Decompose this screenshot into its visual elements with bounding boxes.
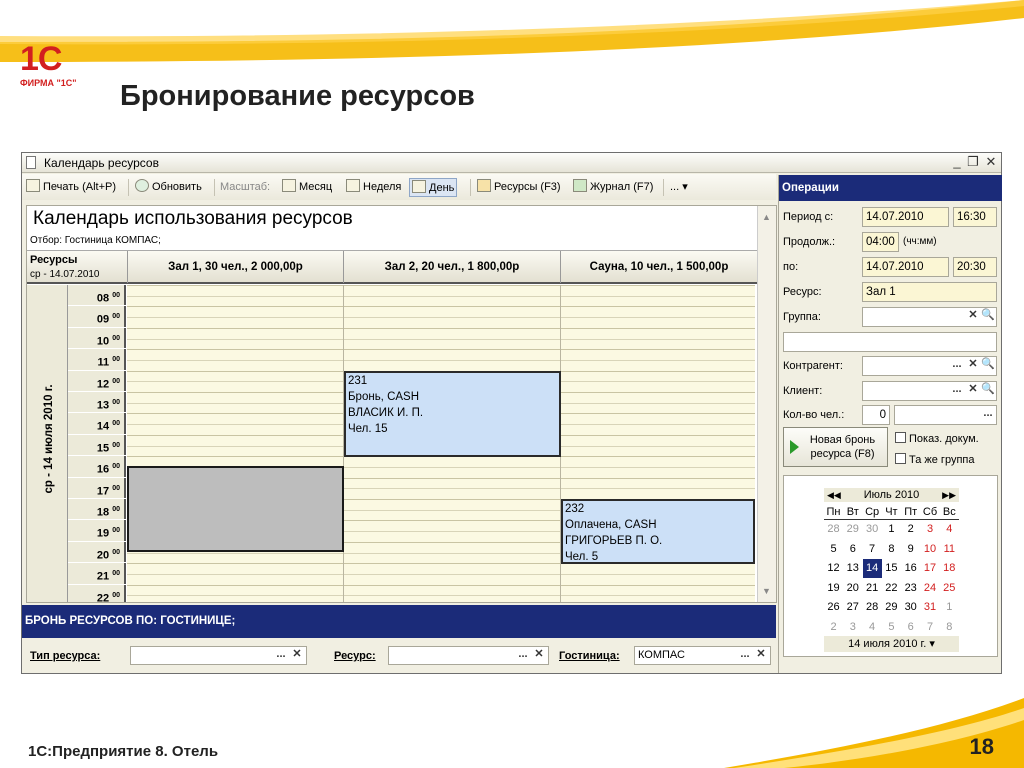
calendar-day[interactable]: 31 — [923, 601, 937, 613]
counterparty-clear-icon[interactable]: ✕ — [968, 358, 978, 370]
counterparty-select-button[interactable]: ... — [952, 358, 962, 370]
persons-field[interactable]: 0 — [862, 405, 890, 425]
calendar-day[interactable]: 3 — [849, 620, 856, 633]
weekday-row — [824, 506, 959, 520]
duration-label: Продолж.: — [783, 236, 836, 248]
column-hall-2[interactable]: Зал 2, 20 чел., 1 800,00р — [343, 251, 560, 283]
booking-line: ВЛАСИК И. П. — [348, 407, 424, 419]
hotel-label: Гостиница: — [559, 650, 620, 662]
journal-label: Журнал (F7) — [590, 181, 654, 193]
to-label: по: — [783, 261, 799, 273]
booking-line: ГРИГОРЬЕВ П. О. — [565, 535, 663, 547]
counterparty-field[interactable] — [862, 356, 997, 376]
header-date: ср - 14.07.2010 — [30, 269, 100, 280]
client-search-icon[interactable]: 🔍 — [981, 383, 995, 395]
calendar-day[interactable]: 15 — [885, 562, 898, 574]
calendar-day[interactable]: 18 — [943, 562, 956, 574]
client-label: Клиент: — [783, 385, 823, 397]
hour-label: 09 $^{00}$ — [68, 306, 126, 327]
booking-filter-bar: БРОНЬ РЕСУРСОВ ПО: ГОСТИНИЦЕ; — [22, 605, 776, 638]
calendar-day[interactable]: 12 — [827, 562, 840, 574]
calendar-day[interactable]: 4 — [946, 523, 953, 535]
booking-231[interactable] — [344, 371, 561, 457]
month-header — [824, 488, 959, 502]
booking-line: Оплачена, CASH — [565, 519, 657, 531]
hour-label: 15 $^{00}$ — [68, 435, 126, 456]
calendar-header — [27, 250, 757, 284]
hour-label: 17 $^{00}$ — [68, 478, 126, 499]
calendar-day[interactable]: 24 — [923, 581, 937, 594]
weekday-label: Вс — [942, 506, 956, 518]
booking-line: Бронь, CASH — [348, 391, 420, 403]
hotel-field[interactable] — [634, 646, 771, 665]
resource-clear-icon[interactable]: ✕ — [534, 648, 544, 660]
play-icon — [790, 440, 799, 454]
calendar-day[interactable]: 1 — [946, 601, 953, 613]
calendar-day[interactable]: 16 — [904, 562, 917, 574]
day-column — [27, 285, 68, 603]
resources-header: Ресурсы — [30, 254, 78, 266]
same-group-checkbox[interactable] — [895, 453, 974, 466]
month-title: Июль 2010 — [863, 489, 920, 501]
vertical-scrollbar[interactable] — [757, 206, 776, 603]
hour-label: 13 $^{00}$ — [68, 392, 126, 413]
booking-line: 231 — [348, 375, 368, 387]
today-selector[interactable]: 14 июля 2010 г. ▾ — [824, 636, 959, 652]
hour-label: 14 $^{00}$ — [68, 413, 126, 434]
toolbar — [22, 174, 776, 200]
calendar-day[interactable]: 10 — [923, 542, 937, 555]
refresh-button[interactable] — [133, 178, 204, 197]
month-view-button[interactable] — [280, 178, 334, 197]
calendar-day[interactable]: 26 — [827, 601, 840, 613]
prev-month-icon[interactable]: ◀◀ — [827, 490, 841, 500]
hour-label: 16 $^{00}$ — [68, 456, 126, 477]
hotel-select-button[interactable]: ... — [740, 648, 750, 660]
selected-time-range[interactable] — [127, 466, 344, 552]
calendar-day[interactable]: 30 — [904, 601, 917, 613]
hour-label: 11 $^{00}$ — [68, 349, 126, 370]
operations-panel — [778, 175, 1001, 673]
logo-firm: ФИРМА "1С" — [20, 78, 77, 88]
resources-icon — [477, 179, 491, 192]
counterparty-label: Контрагент: — [783, 360, 843, 372]
resource-select-button[interactable]: ... — [518, 648, 528, 660]
resource-field[interactable]: Зал 1 — [862, 282, 997, 302]
to-date-field[interactable]: 14.07.2010 — [862, 257, 949, 277]
calendar-day[interactable]: 7 — [869, 542, 876, 555]
column-sauna[interactable]: Сауна, 10 чел., 1 500,00р — [560, 251, 757, 283]
slide-title: Бронирование ресурсов — [120, 80, 475, 112]
calendar-day[interactable]: 19 — [827, 581, 840, 594]
resources-label: Ресурсы (F3) — [494, 181, 561, 193]
resource-calendar — [26, 205, 777, 603]
booking-line: 232 — [565, 503, 585, 515]
journal-button[interactable] — [571, 178, 655, 197]
close-button[interactable]: ✕ — [985, 154, 997, 169]
week-view-button[interactable] — [344, 178, 403, 197]
show-docs-checkbox[interactable] — [895, 432, 979, 445]
calendar-day[interactable]: 17 — [923, 562, 937, 574]
journal-icon — [573, 179, 587, 192]
calendar-day[interactable]: 8 — [888, 542, 895, 555]
maximize-button[interactable]: ❐ — [967, 154, 979, 169]
scroll-up-icon[interactable]: ▲ — [762, 212, 771, 222]
booking-line: Чел. 15 — [348, 423, 388, 435]
calendar-day[interactable]: 20 — [846, 581, 859, 594]
print-label: Печать (Alt+P) — [43, 181, 117, 193]
calendar-day[interactable]: 23 — [904, 581, 917, 594]
calendar-day-icon — [412, 180, 426, 193]
weekday-label: Сб — [922, 506, 938, 518]
period-date-field[interactable]: 14.07.2010 — [862, 207, 949, 227]
booking-grid[interactable] — [127, 285, 755, 603]
calendar-week-icon — [346, 179, 360, 192]
calendar-day[interactable]: 29 — [885, 601, 898, 613]
resources-button[interactable] — [475, 178, 563, 197]
document-icon — [26, 156, 36, 169]
resource-type-clear-icon[interactable]: ✕ — [292, 648, 302, 660]
persons-label: Кол-во чел.: — [783, 409, 845, 421]
calendar-day[interactable]: 5 — [830, 542, 837, 555]
calendar-day[interactable]: 7 — [926, 620, 934, 633]
booking-232[interactable] — [561, 499, 755, 564]
1c-logo — [20, 42, 96, 92]
show-docs-label: Показ. докум. — [909, 433, 979, 445]
calendar-day[interactable]: 21 — [865, 581, 879, 594]
calendar-day[interactable]: 2 — [830, 620, 837, 633]
refresh-label: Обновить — [152, 181, 202, 193]
new-booking-label: Новая бронь ресурса (F8) — [809, 434, 876, 460]
calendar-day[interactable]: 8 — [946, 620, 953, 633]
calendar-month-icon — [282, 179, 296, 192]
resource-calendar-window — [21, 152, 1002, 674]
group-description-field[interactable] — [783, 332, 997, 352]
hour-label: 18 $^{00}$ — [68, 499, 126, 520]
window-titlebar — [22, 153, 1001, 173]
calendar-day[interactable]: 28 — [827, 523, 840, 535]
slide-footer: 1С:Предприятие 8. Отель — [28, 743, 219, 760]
group-clear-icon[interactable]: ✕ — [968, 309, 978, 321]
column-hall-1[interactable]: Зал 1, 30 чел., 2 000,00р — [127, 251, 343, 283]
calendar-day[interactable]: 22 — [885, 581, 898, 594]
calendar-day[interactable]: 30 — [865, 523, 879, 535]
period-time-field[interactable]: 16:30 — [953, 207, 997, 227]
persons-select-button[interactable]: ... — [983, 407, 993, 419]
client-select-button[interactable]: ... — [952, 383, 962, 395]
hour-label: 19 $^{00}$ — [68, 520, 126, 541]
resource-type-field[interactable] — [130, 646, 307, 665]
scale-label: Масштаб: — [220, 181, 271, 193]
minimize-button[interactable]: _ — [953, 154, 961, 169]
resource-filter-label: Ресурс: — [334, 650, 376, 662]
weekday-label: Ср — [865, 506, 880, 518]
day-label: День — [429, 182, 455, 194]
booking-line: Чел. 5 — [565, 551, 599, 563]
operations-header: Операции — [779, 175, 1002, 201]
scroll-down-icon[interactable]: ▼ — [762, 586, 771, 596]
calendar-day[interactable]: 13 — [846, 562, 859, 574]
hotel-value: КОМПАС — [638, 649, 685, 661]
group-field[interactable] — [862, 307, 997, 327]
calendar-day[interactable]: 5 — [888, 620, 895, 633]
resource-label: Ресурс: — [783, 286, 822, 298]
calendar-title: Календарь использования ресурсов — [33, 208, 353, 229]
calendar-day[interactable]: 25 — [943, 581, 956, 594]
client-field[interactable] — [862, 381, 997, 401]
new-booking-button[interactable] — [783, 427, 888, 467]
calendar-day[interactable]: 1 — [888, 523, 895, 535]
filter-panel — [22, 639, 776, 673]
window-title: Календарь ресурсов — [44, 156, 159, 170]
hour-label: 22 $^{00}$ — [68, 585, 126, 603]
calendar-filter: Отбор: Гостиница КОМПАС; — [30, 235, 161, 246]
weekday-label: Вт — [846, 506, 859, 518]
resource-type-select-button[interactable]: ... — [276, 648, 286, 660]
calendar-day[interactable]: 29 — [846, 523, 859, 535]
period-label: Период с: — [783, 211, 834, 223]
calendar-day[interactable]: 11 — [943, 542, 955, 555]
calendar-day[interactable]: 9 — [907, 542, 914, 555]
calendar-day[interactable]: 14 — [863, 559, 882, 578]
print-button[interactable] — [24, 178, 118, 197]
page-number: 18 — [969, 734, 994, 759]
day-view-button[interactable] — [409, 178, 457, 197]
hour-scale — [68, 285, 126, 603]
hotel-clear-icon[interactable]: ✕ — [756, 648, 766, 660]
refresh-icon — [135, 179, 149, 192]
client-clear-icon[interactable]: ✕ — [968, 383, 978, 395]
calendar-day[interactable]: 6 — [907, 620, 914, 633]
persons-extra-field[interactable] — [894, 405, 997, 425]
to-time-field[interactable]: 20:30 — [953, 257, 997, 277]
mini-calendar — [783, 475, 998, 657]
weekday-label: Пт — [904, 506, 918, 518]
hour-label: 08 $^{00}$ — [68, 285, 126, 306]
printer-icon — [26, 179, 40, 192]
hour-label: 10 $^{00}$ — [68, 328, 126, 349]
calendar-day[interactable]: 27 — [846, 601, 859, 613]
duration-field[interactable]: 04:00 — [862, 232, 899, 252]
vertical-date: ср - 14 июля 2010 г. — [43, 384, 55, 494]
hour-label: 12 $^{00}$ — [68, 371, 126, 392]
group-label: Группа: — [783, 311, 821, 323]
counterparty-search-icon[interactable]: 🔍 — [981, 358, 995, 370]
duration-hint: (чч:мм) — [903, 236, 937, 247]
calendar-day[interactable]: 4 — [869, 620, 876, 633]
calendar-day[interactable]: 6 — [849, 542, 856, 555]
hour-label: 20 $^{00}$ — [68, 542, 126, 563]
calendar-day[interactable]: 2 — [907, 523, 914, 535]
month-label: Месяц — [299, 181, 333, 193]
next-month-icon[interactable]: ▶▶ — [942, 490, 956, 500]
group-search-icon[interactable]: 🔍 — [981, 309, 995, 321]
logo-mark: 1С — [20, 40, 62, 78]
same-group-label: Та же группа — [909, 454, 975, 466]
calendar-day[interactable]: 3 — [926, 523, 934, 535]
top-swoosh-decoration — [0, 0, 1024, 80]
calendar-day[interactable]: 28 — [865, 601, 879, 613]
checkbox-icon — [895, 432, 906, 443]
checkbox-icon — [895, 453, 906, 464]
resource-filter-field[interactable] — [388, 646, 549, 665]
weekday-label: Чт — [885, 506, 898, 518]
weekday-label: Пн — [826, 506, 841, 518]
week-label: Неделя — [363, 181, 402, 193]
more-actions-button[interactable]: ... ▾ — [670, 181, 688, 193]
hour-label: 21 $^{00}$ — [68, 563, 126, 584]
resource-type-label: Тип ресурса: — [30, 650, 101, 662]
